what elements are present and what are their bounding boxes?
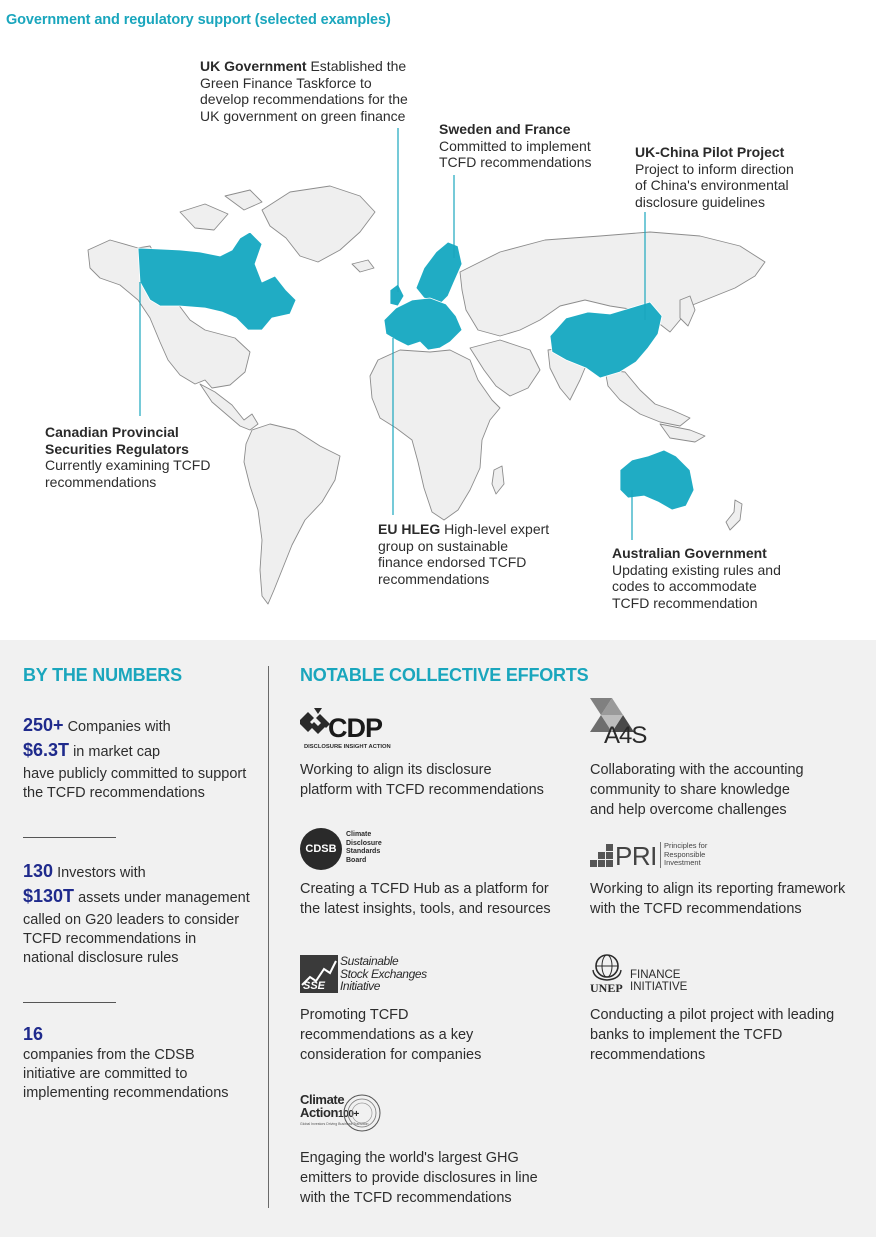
sse-logo-text: SSE [303, 980, 326, 992]
pri-side2: Responsible [664, 849, 706, 859]
greenland-land [262, 186, 375, 262]
stat2-line3: national disclosure rules [23, 950, 179, 966]
cdsb-side3: Standards [346, 848, 381, 855]
new-zealand-land [726, 500, 742, 530]
unep-logo [590, 952, 710, 996]
ca100-text2: Action [300, 1105, 339, 1120]
stat3-line1: companies from the CDSB [23, 1047, 195, 1063]
stat2-text1: Investors with [57, 865, 146, 881]
ukchina-line3: disclosure guidelines [635, 194, 765, 211]
stat1-text2: in market cap [73, 744, 161, 760]
stat1-amount: $6.3T [23, 740, 70, 760]
pri-side3: Investment [664, 858, 701, 867]
climate-action-100-logo [300, 1093, 400, 1137]
sse-side2: Stock Exchanges [340, 966, 427, 981]
uk-gov-line4: UK government on green finance [200, 108, 406, 125]
canada-callout [45, 424, 245, 491]
stat2-line1: called on G20 leaders to consider [23, 912, 240, 928]
cdp-line1: Working to align its disclosure [300, 762, 492, 778]
australia-line3: TCFD recommendation [612, 595, 758, 612]
cdp-logo-subtitle: DISCLOSURE INSIGHT ACTION [304, 744, 391, 750]
cdsb-line2: the latest insights, tools, and resources [300, 901, 551, 917]
uk-highlight [390, 284, 404, 306]
unep-line3: recommendations [590, 1047, 706, 1063]
by-the-numbers-heading: BY THE NUMBERS [23, 665, 182, 685]
stat1-line1: have publicly committed to support [23, 766, 247, 782]
stat-cdsb-companies [23, 1025, 263, 1103]
eu-line4: recommendations [378, 571, 490, 588]
a4s-line3: and help overcome challenges [590, 802, 787, 818]
pri-description [590, 879, 865, 919]
stat-rule-2 [23, 1002, 116, 1003]
eu-line1: High-level expert [444, 521, 550, 537]
sweden-france-callout [439, 121, 619, 171]
ca100-description [300, 1148, 565, 1208]
ca100-line1: Engaging the world's largest GHG [300, 1150, 519, 1166]
sse-description [300, 1005, 530, 1065]
australia-name: Australian Government [612, 545, 767, 561]
eu-line3: finance endorsed TCFD [378, 554, 527, 571]
pri-squares-icon [590, 844, 614, 868]
a4s-logo [590, 698, 660, 750]
canada-line1: Currently examining TCFD [45, 457, 211, 474]
australia-highlight [620, 450, 694, 510]
cdsb-line1: Creating a TCFD Hub as a platform for [300, 881, 549, 897]
unep-side1: FINANCE [630, 969, 681, 981]
south-america-land [244, 424, 340, 604]
australia-line2: codes to accommodate [612, 578, 757, 595]
stat3-number: 16 [23, 1024, 44, 1044]
sse-side3: Initiative [340, 979, 381, 993]
stat1-number: 250+ [23, 715, 64, 735]
arctic-islands-land [180, 204, 228, 230]
uk-gov-line1: Established the [310, 58, 407, 74]
cdsb-side4: Board [346, 856, 367, 864]
sweden-france-name: Sweden and France [439, 121, 571, 137]
unep-line1: Conducting a pilot project with leading [590, 1007, 835, 1023]
a4s-logo-text: A4S [604, 722, 647, 749]
sse-line1: Promoting TCFD [300, 1007, 409, 1023]
pri-line2: with the TCFD recommendations [590, 901, 802, 917]
sweden-line1: Committed to implement [439, 137, 591, 154]
ca100-line3: with the TCFD recommendations [300, 1190, 512, 1206]
cdsb-logo [300, 828, 400, 872]
notable-efforts-heading: NOTABLE COLLECTIVE EFFORTS [300, 665, 589, 685]
stat2-line2: TCFD recommendations in [23, 931, 197, 947]
a4s-line2: community to share knowledge [590, 782, 790, 798]
cdsb-circle-icon [300, 828, 342, 870]
stat-rule-1 [23, 837, 116, 838]
eu-hleg-name: EU HLEG [378, 521, 441, 537]
sse-side1: Sustainable [340, 954, 399, 968]
stat2-text2: assets under management [78, 890, 250, 906]
a4s-description [590, 760, 860, 820]
stat2-amount: $130T [23, 886, 75, 906]
pri-side1: Principles for [664, 841, 708, 850]
ukchina-line2: of China's environmental [635, 177, 789, 194]
sse-logo [300, 955, 430, 995]
sse-line3: consideration for companies [300, 1047, 482, 1063]
stat2-number: 130 [23, 861, 54, 881]
cdp-logo [300, 706, 410, 752]
ca100-rings-icon [342, 1093, 382, 1133]
uk-china-name: UK-China Pilot Project [635, 144, 785, 160]
ca100-number: 100+ [338, 1109, 359, 1120]
uk-gov-line2: Green Finance Taskforce to [200, 74, 372, 91]
canada-name1: Canadian Provincial [45, 424, 179, 440]
uk-china-callout [635, 144, 835, 211]
cdsb-logo-text: CDSB [305, 843, 337, 855]
stat1-line2: the TCFD recommendations [23, 785, 205, 801]
ca100-subtitle: Global Investors Driving Business Transition [300, 1122, 369, 1126]
cdp-description [300, 760, 565, 800]
unep-description [590, 1005, 865, 1065]
pri-logo [590, 842, 730, 870]
cdp-logo-text: CDP [328, 713, 383, 743]
sse-line2: recommendations as a key [300, 1027, 474, 1043]
stat3-line3: implementing recommendations [23, 1085, 229, 1101]
uk-government-name: UK Government [200, 58, 307, 74]
ukchina-line1: Project to inform direction [635, 160, 794, 177]
australia-callout [612, 545, 822, 612]
stat-companies [23, 716, 263, 803]
page-title: Government and regulatory support (selected examples) [6, 12, 391, 28]
scandinavia-highlight [416, 242, 462, 304]
se-asia-land [605, 370, 690, 426]
canada-line2: recommendations [45, 474, 157, 491]
eu-hleg-callout [378, 521, 578, 588]
unep-line2: banks to implement the TCFD [590, 1027, 783, 1043]
unep-globe-icon [590, 952, 624, 982]
ca100-text1: Climate [300, 1092, 345, 1107]
cdp-line2: platform with TCFD recommendations [300, 782, 544, 798]
stat-investors [23, 862, 263, 968]
unep-logo-text: UNEP [590, 981, 623, 995]
australia-line1: Updating existing rules and [612, 561, 781, 578]
column-divider [268, 666, 269, 1208]
cdsb-side1: Climate [346, 831, 372, 838]
stat1-text1: Companies with [67, 719, 171, 735]
cdsb-side2: Disclosure [346, 839, 382, 847]
stat3-line2: initiative are committed to [23, 1066, 188, 1082]
uk-gov-line3: develop recommendations for the [200, 91, 408, 108]
eu-line2: group on sustainable [378, 537, 508, 554]
canada-name2: Securities Regulators [45, 440, 189, 457]
cdsb-description [300, 879, 565, 919]
pri-logo-text: PRI [615, 841, 657, 871]
africa-land [370, 350, 500, 520]
a4s-line1: Collaborating with the accounting [590, 762, 804, 778]
sweden-line2: TCFD recommendations [439, 154, 592, 171]
unep-side2: INITIATIVE [630, 980, 688, 993]
ca100-line2: emitters to provide disclosures in line [300, 1170, 538, 1186]
pri-line1: Working to align its reporting framework [590, 881, 846, 897]
uk-government-callout [200, 58, 430, 125]
